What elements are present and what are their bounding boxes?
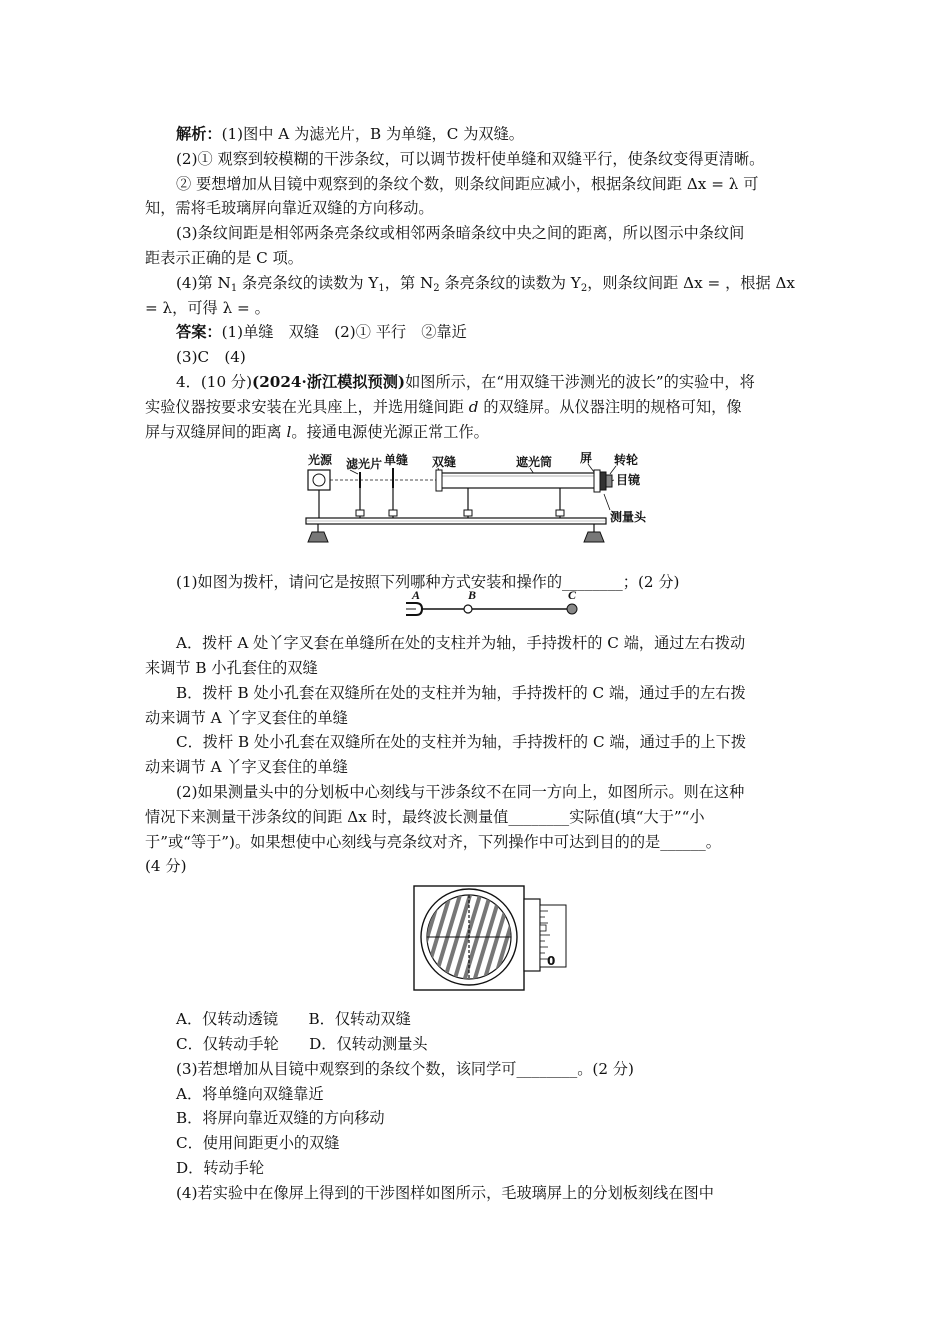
answer-line-2: (3)C (4) <box>176 348 246 367</box>
part3-option-b: B．将屏向靠近双缝的方向移动 <box>176 1109 385 1128</box>
question4-intro-3: 屏与双缝屏间的距离 l。接通电源使光源正常工作。 <box>145 422 489 441</box>
part1-option-c-1: C．拨杆 B 处小孔套在双缝所在处的支柱并为轴，手持拨杆的 C 端，通过手的上下拨 <box>176 733 747 752</box>
part2-stem-3: 于”或“等于”)。如果想使中心刻线与亮条纹对齐，下列操作中可达到目的的是______。 <box>145 832 721 851</box>
analysis-line-7: (4)第 $N_1$ 条亮条纹的读数为 $Y_1$，第 $N_2$ 条亮条纹的读数为 $Y_2$，则条纹间距 Δx = ，根据 Δx <box>176 273 795 294</box>
part1-option-a-1: A．拨杆 A 处丫字叉套在单缝所在处的支柱并为轴，手持拨杆的 C 端，通过左右拨动 <box>176 634 746 653</box>
part1-stem: (1)如图为拨杆，请问它是按照下列哪种方式安装和操作的________；(2 分) <box>176 573 680 592</box>
label-filter: 滤光片 <box>345 457 382 472</box>
shade-tube <box>438 473 596 488</box>
part1-option-b-2: 动来调节 A 丫字叉套住的单缝 <box>145 708 348 727</box>
analysis-line-1: 解析：(1)图中 A 为滤光片，B 为单缝，C 为双缝。 <box>176 125 524 143</box>
analysis-line-2: (2)① 观察到较模糊的干涉条纹，可以调节拨杆使单缝和双缝平行，使条纹变得更清晰。 <box>176 149 765 168</box>
part3-option-d: D．转动手轮 <box>176 1158 265 1177</box>
part4-stem: (4)若实验中在像屏上得到的干涉图样如图所示，毛玻璃屏上的分划板刻线在图中 <box>176 1183 714 1202</box>
answer-line-1: 答案：(1)单缝 双缝 (2)① 平行 ②靠近 <box>176 323 467 342</box>
part1-option-a-2: 来调节 B 小孔套住的双缝 <box>145 658 318 677</box>
part1-option-b-1: B．拨杆 B 处小孔套在双缝所在处的支柱并为轴，手持拨杆的 C 端，通过手的左右拨 <box>176 683 746 702</box>
lever-hole-b <box>464 605 472 613</box>
label-measuring-head: 测量头 <box>609 510 646 525</box>
light-source-box <box>308 470 330 490</box>
part2-options-1: A．仅转动透镜 B．仅转动双缝 <box>176 1010 411 1029</box>
label-wheel: 转轮 <box>613 453 638 468</box>
question4-intro-1: 4．(10 分)(2024·浙江模拟预测)如图所示，在“用双缝干涉测光的波长”的实验中，将 <box>176 372 755 391</box>
lever-label-b: B <box>468 589 477 603</box>
measuring-head <box>600 472 606 490</box>
label-eyepiece: 目镜 <box>615 473 640 488</box>
analysis-line-3: ② 要想增加从目镜中观察到的条纹个数，则条纹间距应减小，根据条纹间距 Δx = λ 可 <box>176 174 759 193</box>
question4-intro-2: 实验仪器按要求安装在光具座上，并选用缝间距 d 的双缝屏。从仪器注明的规格可知，像 <box>145 397 742 416</box>
answer-label: 答案： <box>176 323 222 342</box>
analysis-label: 解析： <box>176 125 222 143</box>
apparatus-diagram <box>298 448 658 548</box>
part2-stem-2: 情况下来测量干涉条纹的间距 Δx 时，最终波长测量值________实际值(填“大于”“小 <box>145 807 705 826</box>
analysis-line-8: = λ，可得 λ = 。 <box>145 298 270 317</box>
lever-label-a: A <box>412 589 421 603</box>
document-page <box>145 122 810 1206</box>
part3-option-c: C．使用间距更小的双缝 <box>176 1134 340 1153</box>
label-double-slit: 双缝 <box>431 455 456 470</box>
lever-label-c: C <box>568 589 577 603</box>
part2-stem-4: (4 分) <box>145 857 187 876</box>
label-light-source: 光源 <box>307 453 332 468</box>
lever-end-c <box>567 604 577 614</box>
drum <box>524 899 540 971</box>
part2-options-2: C．仅转动手轮 D．仅转动测量头 <box>176 1034 428 1053</box>
analysis-line-4: 知，需将毛玻璃屏向靠近双缝的方向移动。 <box>145 199 434 218</box>
lever-diagram <box>402 589 592 619</box>
part1-option-c-2: 动来调节 A 丫字叉套住的单缝 <box>145 758 348 777</box>
part3-stem: (3)若想增加从目镜中观察到的条纹个数，该同学可________。(2 分) <box>176 1059 634 1078</box>
analysis-line-6: 距表示正确的是 C 项。 <box>145 248 303 267</box>
apparatus-figure <box>298 448 658 548</box>
label-shade-tube: 遮光筒 <box>515 455 552 470</box>
label-screen: 屏 <box>579 451 592 466</box>
part3-option-a: A．将单缝向双缝靠近 <box>176 1084 324 1103</box>
lever-figure <box>402 589 592 619</box>
scale-zero: 0 <box>547 954 556 969</box>
part2-stem-1: (2)如果测量头中的分划板中心刻线与干涉条纹不在同一方向上，如图所示。则在这种 <box>176 782 745 801</box>
label-single-slit: 单缝 <box>383 453 408 468</box>
analysis-line-5: (3)条纹间距是相邻两条亮条纹或相邻两条暗条纹中央之间的距离，所以图示中条纹间 <box>176 224 745 243</box>
measuring-head-figure <box>413 885 573 993</box>
measuring-head-diagram <box>413 885 573 993</box>
